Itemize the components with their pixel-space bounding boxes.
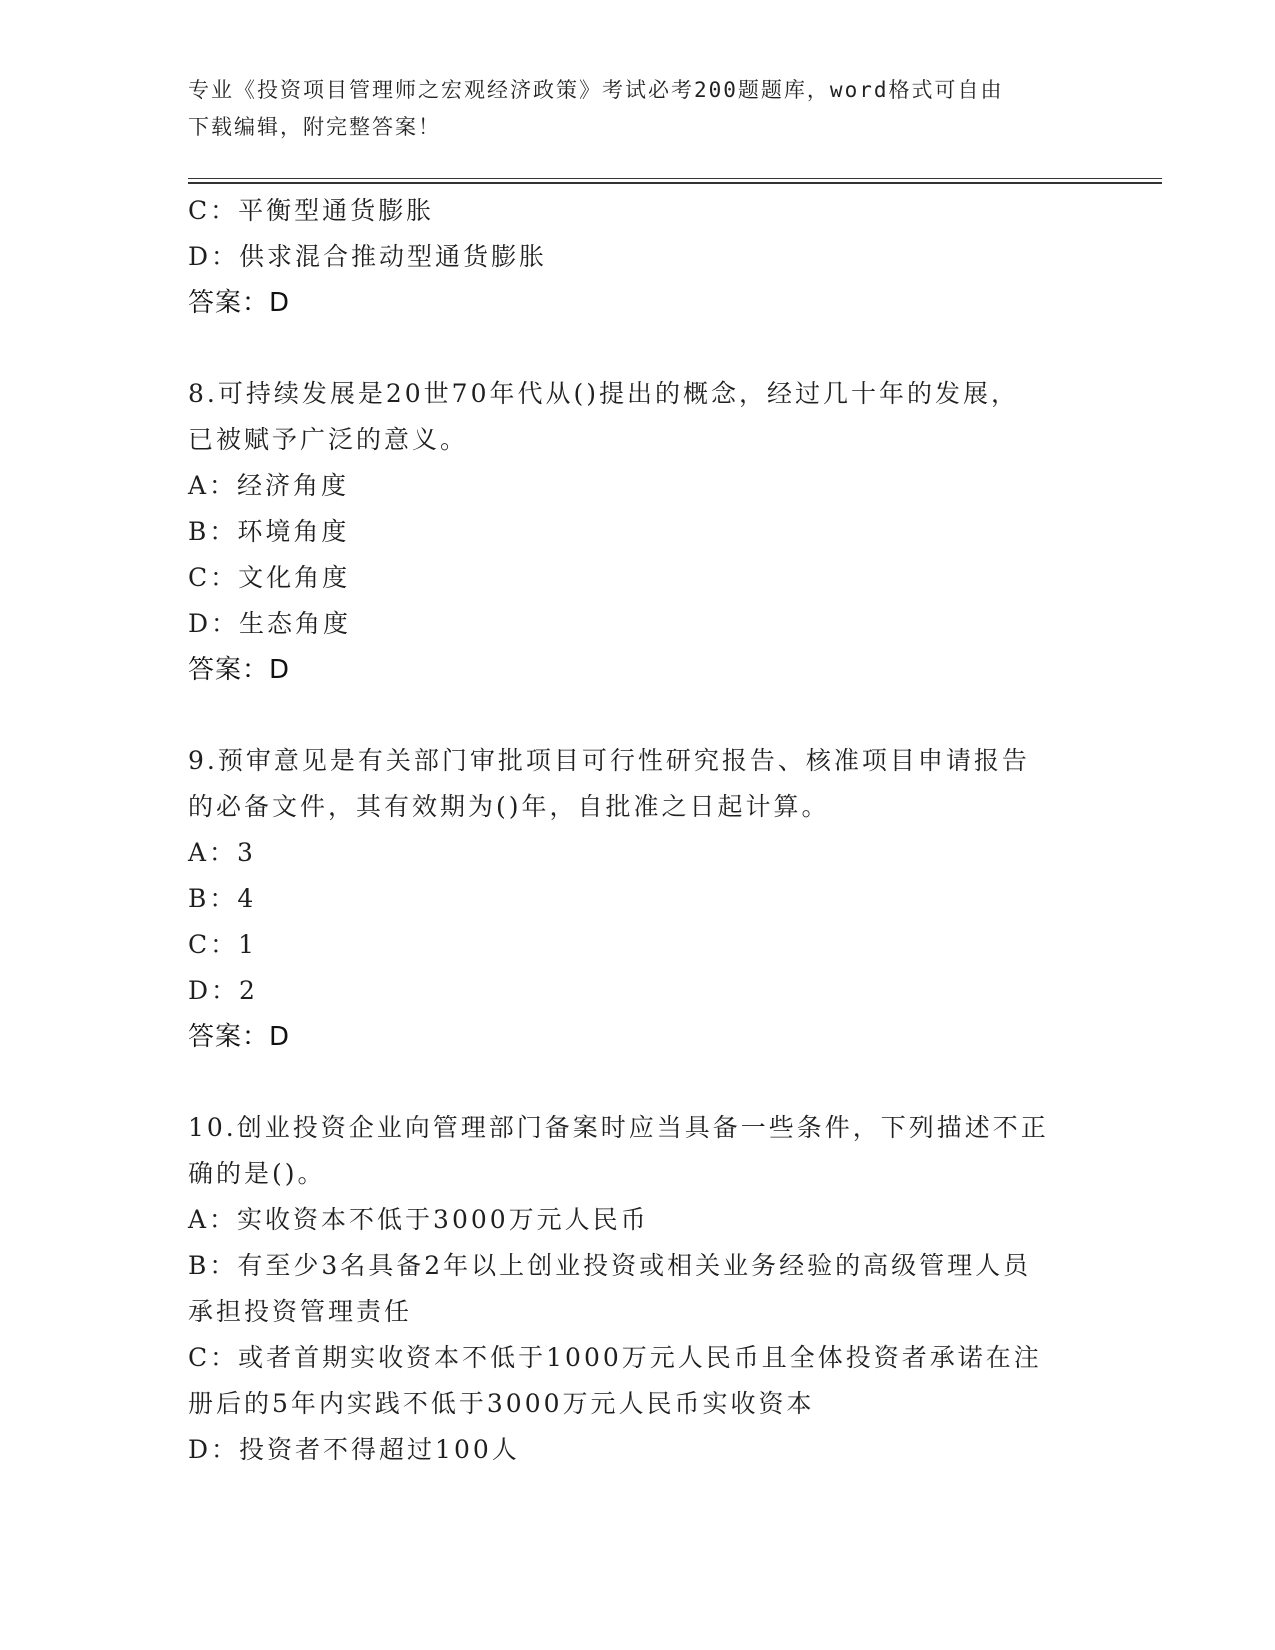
option-b-continued: 承担投资管理责任 <box>188 1297 413 1326</box>
document-header <box>188 72 1088 146</box>
option-a: A：实收资本不低于3000万元人民币 <box>188 1205 649 1234</box>
header-line-2: 下载编辑，附完整答案！ <box>188 115 441 139</box>
header-divider-thick <box>188 182 1162 184</box>
option-c: C：1 <box>188 930 258 959</box>
option-b: B：4 <box>188 884 257 913</box>
option-d: D：2 <box>188 976 258 1005</box>
answer-line: 答案：D <box>188 655 291 685</box>
question-stem: 已被赋予广泛的意义。 <box>188 425 469 454</box>
question-stem: 8.可持续发展是20世70年代从()提出的概念，经过几十年的发展， <box>188 379 1019 408</box>
answer-line: 答案：D <box>188 288 291 318</box>
header-line-1: 专业《投资项目管理师之宏观经济政策》考试必考200题题库，word格式可自由 <box>188 78 1004 102</box>
option-a: A：经济角度 <box>188 471 350 500</box>
header-divider-thin <box>188 178 1162 179</box>
question-9 <box>188 738 1088 1060</box>
option-b: B：有至少3名具备2年以上创业投资或相关业务经验的高级管理人员 <box>188 1251 1032 1280</box>
option-b: B：环境角度 <box>188 517 350 546</box>
option-d: D：生态角度 <box>188 609 352 638</box>
question-8 <box>188 371 1088 693</box>
option-a: A：3 <box>188 838 256 867</box>
answer-line: 答案：D <box>188 1022 291 1052</box>
option-c: C：文化角度 <box>188 563 351 592</box>
question-stem: 10.创业投资企业向管理部门备案时应当具备一些条件，下列描述不正 <box>188 1113 1049 1142</box>
option-d: D：投资者不得超过100人 <box>188 1435 520 1464</box>
question-stem: 确的是()。 <box>188 1159 326 1188</box>
question-stem: 9.预审意见是有关部门审批项目可行性研究报告、核准项目申请报告 <box>188 746 1030 775</box>
option-d: D：供求混合推动型通货膨胀 <box>188 242 548 271</box>
option-c: C：或者首期实收资本不低于1000万元人民币且全体投资者承诺在注 <box>188 1343 1042 1372</box>
option-c-continued: 册后的5年内实践不低于3000万元人民币实收资本 <box>188 1389 815 1418</box>
option-c: C：平衡型通货膨胀 <box>188 196 435 225</box>
question-content <box>188 188 1088 1473</box>
question-7-continued <box>188 188 1088 326</box>
question-stem: 的必备文件，其有效期为()年，自批准之日起计算。 <box>188 792 830 821</box>
question-10 <box>188 1105 1088 1473</box>
